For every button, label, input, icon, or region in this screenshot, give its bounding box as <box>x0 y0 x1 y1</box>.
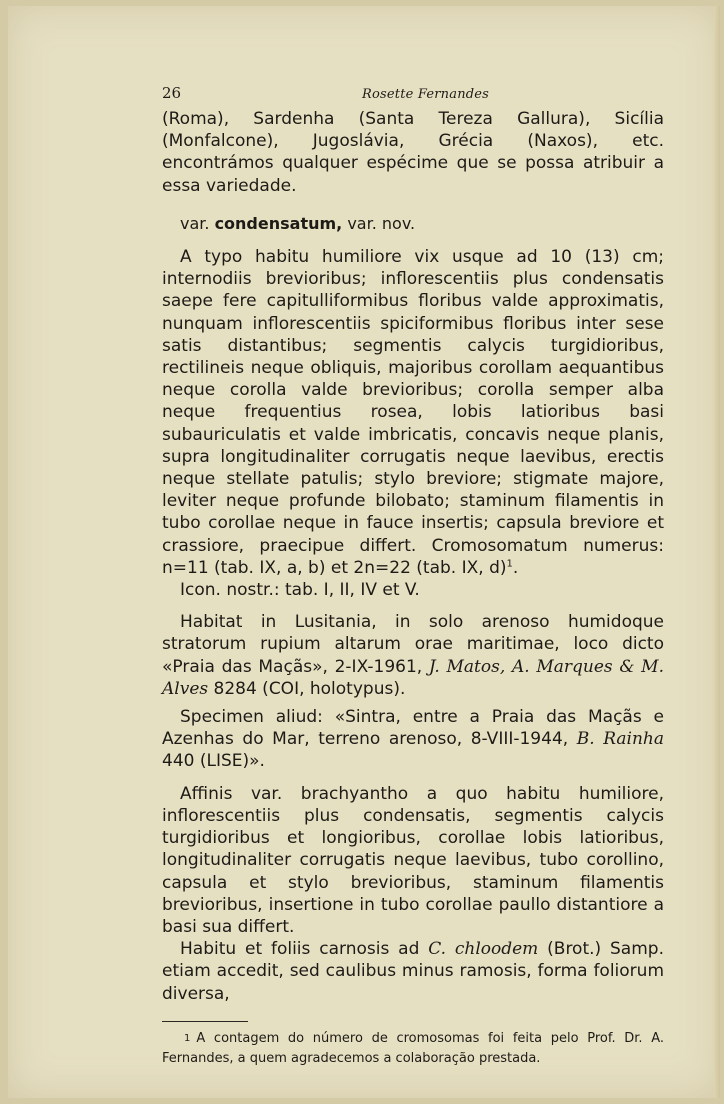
footnote-area <box>162 1021 664 1069</box>
footnote-marker: 1 <box>184 1032 191 1044</box>
specimen-collector: B. Rainha <box>576 729 664 750</box>
page-number: 26 <box>162 84 182 102</box>
habitu-paragraph <box>162 938 664 1005</box>
habitat-paragraph <box>162 611 664 700</box>
running-head <box>162 82 664 104</box>
specimen-text: Specimen aliud: «Sintra, entre a Praia das Maçãs e Azenhas do Mar, terreno arenoso, 8-VIII-1944, <box>162 707 664 750</box>
variety-heading <box>162 213 664 235</box>
description-end: . <box>512 557 519 578</box>
habitu-rest: (Brot.) Samp. etiam accedit, sed caulibus minus ramosis, forma foliorum diversa, <box>162 939 664 1004</box>
habitat-text: Habitat in Lusitania, in solo arenoso humidoque stratorum rupium altarum orae maritimae, loco dicto «Praia das Maçãs», 2-IX-1961, <box>162 612 664 677</box>
variety-suffix: var. nov. <box>347 213 416 233</box>
specimen-paragraph <box>162 706 664 773</box>
variety-name: condensatum, <box>214 213 343 233</box>
footnote-text: A contagem do número de cromosomas foi feita pelo Prof. Dr. A. Fernandes, a quem agradecemos a colaboração prestada. <box>162 1030 664 1066</box>
affinis-paragraph: Affinis var. brachyantho a quo habitu humiliore, inflorescentiis plus condensatis, segmentis calycis turgidioribus et longioribus, corollae lobis latioribus, longitudinaliter corrugatis neque laevibus, tubo corollino, capsula et stylo brevioribus, staminum filamentis brevioribus, insertione in tubo corollae paullo distantiore a basi sua differt. <box>162 783 664 937</box>
habitu-text: Habitu et foliis carnosis ad <box>180 939 429 960</box>
footnote <box>162 1029 664 1069</box>
taxon-name: C. chloodem <box>428 939 539 960</box>
icon-line: Icon. nostr.: tab. I, II, IV et V. <box>180 580 420 601</box>
specimen-herbarium: 440 (LISE)». <box>162 751 265 772</box>
running-title: Rosette Fernandes <box>362 87 490 102</box>
habitat-holotype: 8284 (COI, holotypus). <box>208 678 406 699</box>
page-edge <box>714 6 720 1098</box>
habitat-collectors: J. Matos, A. Marques & M. Alves <box>162 656 664 699</box>
footnote-rule <box>162 1021 248 1022</box>
variety-prefix: var. <box>180 213 210 233</box>
book-page <box>8 6 720 1098</box>
text-block <box>162 82 664 1069</box>
description-paragraph <box>162 246 664 579</box>
footnote-reference: 1 <box>506 558 513 570</box>
description-text: A typo habitu humiliore vix usque ad 10 (13) cm; internodiis brevioribus; inflorescentiis plus condensatis saepe fere capitulliformibus floribus valde approximatis, nunquam inflorescentiis spiciformibus floribus inter sese satis distantibus; segmentis calycis turgidioribus, rectilineis neque obliquis, majoribus corollam aequantibus neque corolla valde brevioribus; corolla semper alba neque frequentius rosea, lobis latioribus basi subauriculatis et valde imbricatis, concavis neque planis, supra longitudinaliter corrugatis neque laevibus, erectis neque stellate patulis; stylo breviore; stigmate majore, leviter neque profunde bilobato; staminum filamentis in tubo corollae neque in fauce insertis; capsula breviore et crassiore, praecipue differt. Cromosomatum numerus: n=11 (tab. IX, a, b) et 2n=22 (tab. IX, d) <box>162 247 664 578</box>
intro-paragraph: (Roma), Sardenha (Santa Tereza Gallura), Sicília (Monfalcone), Jugoslávia, Grécia (Naxos), etc. encontrámos qualquer espécime que se possa atribuir a essa variedade. <box>162 109 664 196</box>
